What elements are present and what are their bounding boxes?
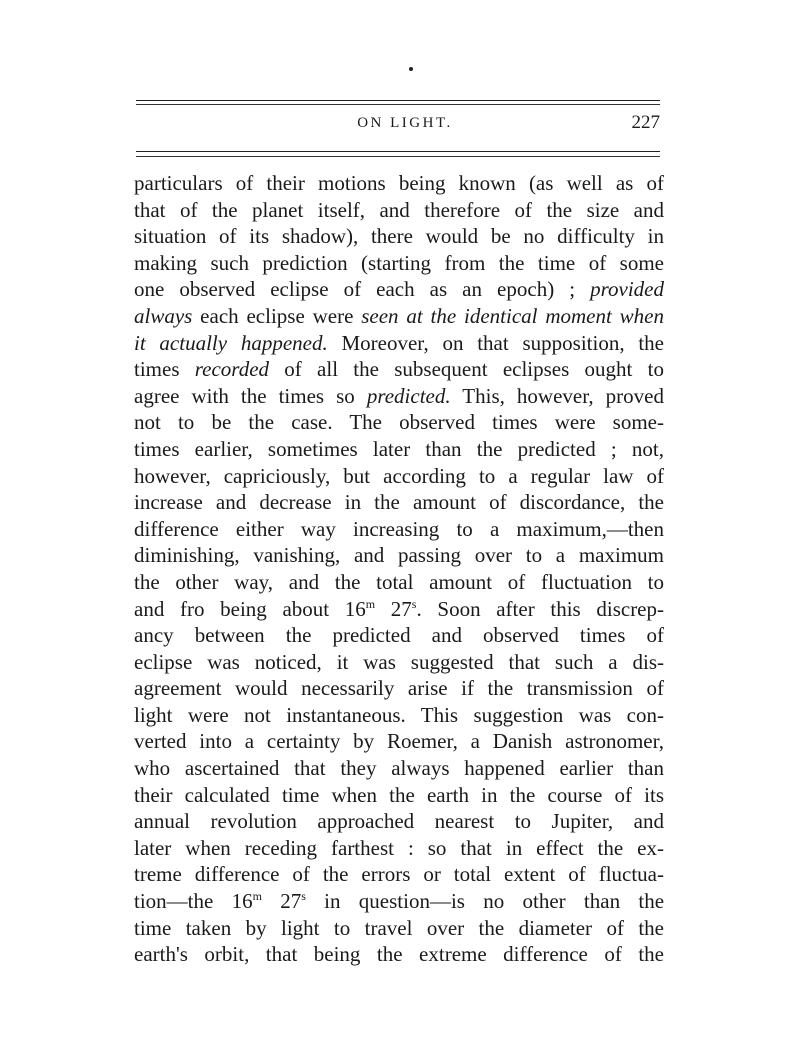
text-line: ancy between the predicted and observed times of [134,623,664,648]
text-line: tion—the 16$^m$ 27$^s$ in question—is no other than the [134,889,665,914]
italic-text: it actually happened. [134,330,328,355]
text-line: times earlier, sometimes later than the predicted ; not, [134,436,664,461]
text-line: always each eclipse were seen at the identical moment when [134,303,664,328]
italic-text: provided [590,277,664,302]
superscript: s [411,596,417,611]
text-line: agree with the times so predicted. This, however, proved [134,383,664,408]
text-line: treme difference of the errors or total extent of fluctua- [134,862,664,887]
text-line: annual revolution approached nearest to Jupiter, and [134,809,664,834]
text-line: one observed eclipse of each as an epoch) ; provided [134,277,664,302]
body-text [134,170,664,968]
text-line: their calculated time when the earth in the course of its [134,782,664,807]
text-line: light were not instantaneous. This suggestion was con- [134,702,664,727]
text-line: increase and decrease in the amount of discordance, the [134,490,664,515]
italic-text: predicted. [366,383,451,408]
text-line: earth's orbit, that being the extreme difference of the [134,942,664,967]
header-rule-bottom-inner [136,156,660,157]
text-line: who ascertained that they always happened earlier than [134,756,664,781]
text-line: diminishing, vanishing, and passing over to a maximum [134,543,664,568]
italic-text: recorded [194,357,270,382]
superscript: m [365,596,376,611]
text-line: times recorded of all the subsequent eclipses ought to [134,357,664,382]
text-line: agreement would necessarily arise if the transmission of [134,676,664,701]
italic-text: seen at the identical moment when [361,303,664,328]
text-line: and fro being about 16$^m$ 27$^s$. Soon after this discrep- [134,596,664,621]
header-rule-bottom [136,151,660,152]
superscript: s [301,889,306,904]
text-line: the other way, and the total amount of fluctuation to [134,569,664,594]
text-line: that of the planet itself, and therefore of the size and [134,197,664,222]
header-rule-top-inner [136,104,660,105]
text-line: difference either way increasing to a maximum,—then [134,516,664,541]
text-line: particulars of their motions being known (as well as of [134,171,664,195]
text-line: verted into a certainty by Roemer, a Danish astronomer, [134,729,664,754]
page-number: 227 [631,112,660,133]
text-line: later when receding farthest : so that in effect the ex- [134,835,664,860]
superscript: m [252,889,262,904]
running-title: ON LIGHT. [357,115,453,131]
text-line: however, capriciously, but according to a regular law of [134,463,664,488]
italic-text: always [134,303,193,328]
text-line: time taken by light to travel over the diameter of the [134,915,664,940]
top-dot [409,67,413,71]
text-line: not to be the case. The observed times were some- [134,410,664,435]
text-line: eclipse was noticed, it was suggested that such a dis- [134,649,664,674]
text-line: situation of its shadow), there would be no difficulty in [134,224,664,249]
header-rule-top [136,100,660,101]
text-line: making such prediction (starting from the time of some [134,250,664,275]
text-line: it actually happened. Moreover, on that supposition, the [134,330,664,355]
